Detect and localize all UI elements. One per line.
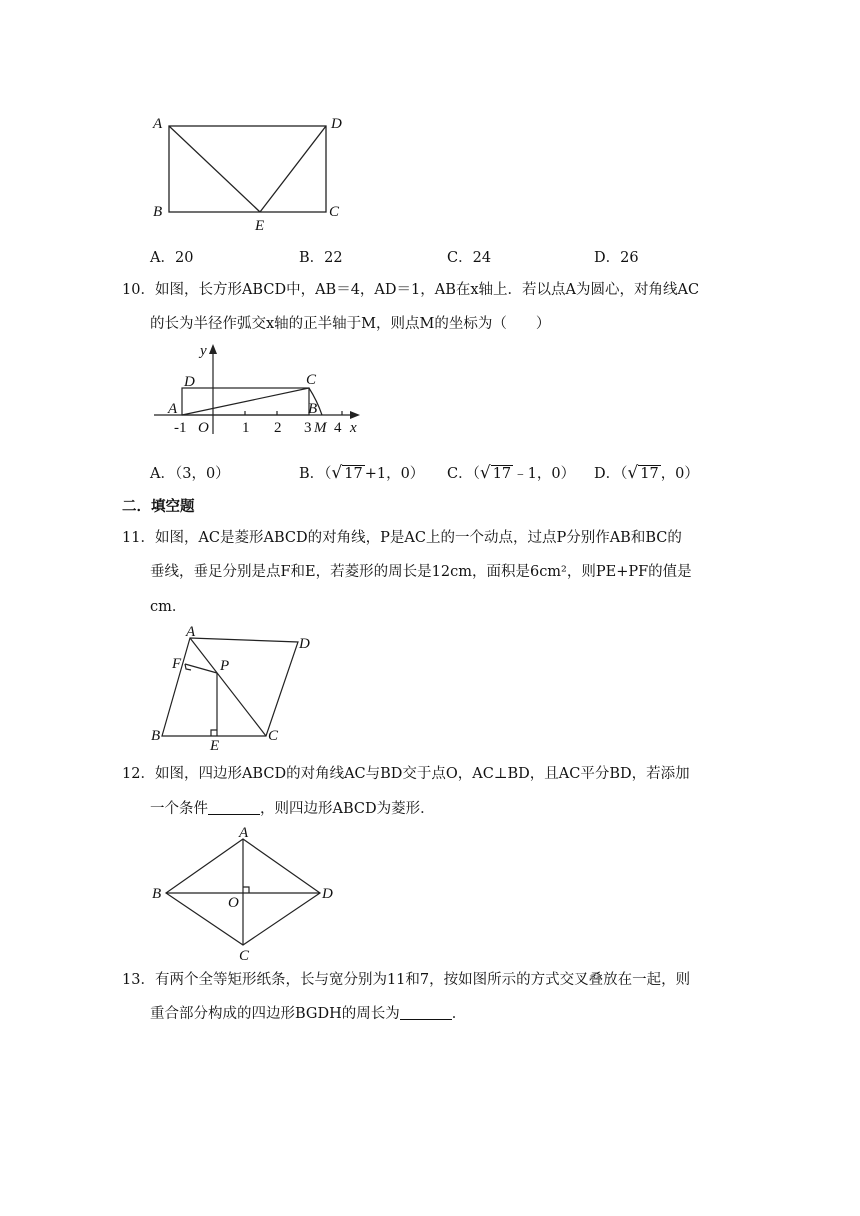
label-D: D <box>299 636 310 652</box>
label-B: B <box>152 886 162 902</box>
label-y: y <box>200 343 207 359</box>
label-E: E <box>210 738 220 752</box>
q10-option-b: B．（√ 17 +1，0） <box>299 463 425 483</box>
q12-line1: 12．如图，四边形ABCD的对角线AC与BD交于点O，AC⊥BD，且AC平分BD，若添加 <box>122 766 690 782</box>
label-A: A <box>239 825 249 841</box>
q10-option-d: D．（√ 17 ，0） <box>594 463 699 483</box>
q11-line3: cm． <box>150 599 187 615</box>
label-D: D <box>184 374 195 390</box>
tick-3: 3 <box>304 420 312 436</box>
q9-option-d: D．26 <box>594 250 639 266</box>
q12-answer-blank[interactable] <box>208 800 260 815</box>
label-x: x <box>350 420 357 436</box>
q10-line2: 的长为半径作弧交x轴的正半轴于M，则点M的坐标为（ ） <box>150 316 551 332</box>
q10-line1: 10．如图，长方形ABCD中，AB＝4，AD＝1，AB在x轴上．若以点A为圆心，对角线AC <box>122 282 700 298</box>
label-B: B <box>151 728 161 744</box>
label-A: A <box>186 624 196 640</box>
label-D: D <box>322 886 333 902</box>
label-D: D <box>331 116 342 132</box>
label-A: A <box>153 116 163 132</box>
q9-option-a: A．20 <box>150 250 194 266</box>
q11-line1: 11．如图，AC是菱形ABCD的对角线，P是AC上的一个动点，过点P分别作AB和BC的 <box>122 530 682 546</box>
label-C: C <box>239 948 250 963</box>
x-axis-arrow-icon <box>350 411 360 419</box>
label-F: F <box>172 656 182 672</box>
label-P: P <box>220 658 230 674</box>
q9-option-c: C．24 <box>447 250 492 266</box>
q13-line1: 13．有两个全等矩形纸条，长与宽分别为11和7，按如图所示的方式交叉叠放在一起，则 <box>122 972 691 988</box>
label-B: B <box>153 204 163 220</box>
figure-q10-coordinate <box>148 340 368 440</box>
figure-q11-rhombus <box>148 622 328 752</box>
q9-option-b: B．22 <box>299 250 343 266</box>
label-O: O <box>198 420 209 436</box>
section-title-fill-blank: 二．填空题 <box>122 498 195 515</box>
figure-q12-quadrilateral <box>148 825 348 963</box>
figure-q9-rectangle <box>145 112 360 237</box>
tick-2: 2 <box>274 420 282 436</box>
label-C: C <box>329 204 340 220</box>
label-B: B <box>308 401 318 417</box>
label-M: M <box>314 420 327 436</box>
q13-line2: 重合部分构成的四边形BGDH的周长为 ． <box>150 1006 467 1022</box>
label-E: E <box>255 218 265 234</box>
q12-line2: 一个条件 ，则四边形ABCD为菱形． <box>150 801 435 817</box>
label-O: O <box>228 895 239 911</box>
tick-4: 4 <box>334 420 342 436</box>
label-A: A <box>168 401 178 417</box>
q11-line2: 垂线，垂足分别是点F和E，若菱形的周长是12cm，面积是6cm²，则PE+PF的值是 <box>150 564 692 580</box>
label-C: C <box>306 372 317 388</box>
label-C: C <box>268 728 279 744</box>
q10-option-c: C．（√ 17 ﹣1，0） <box>447 463 576 483</box>
q10-option-a: A．（3，0） <box>150 466 230 482</box>
tick-1: 1 <box>242 420 250 436</box>
tick-neg1: -1 <box>174 420 187 436</box>
y-axis-arrow-icon <box>209 344 217 354</box>
q13-answer-blank[interactable] <box>400 1005 452 1020</box>
